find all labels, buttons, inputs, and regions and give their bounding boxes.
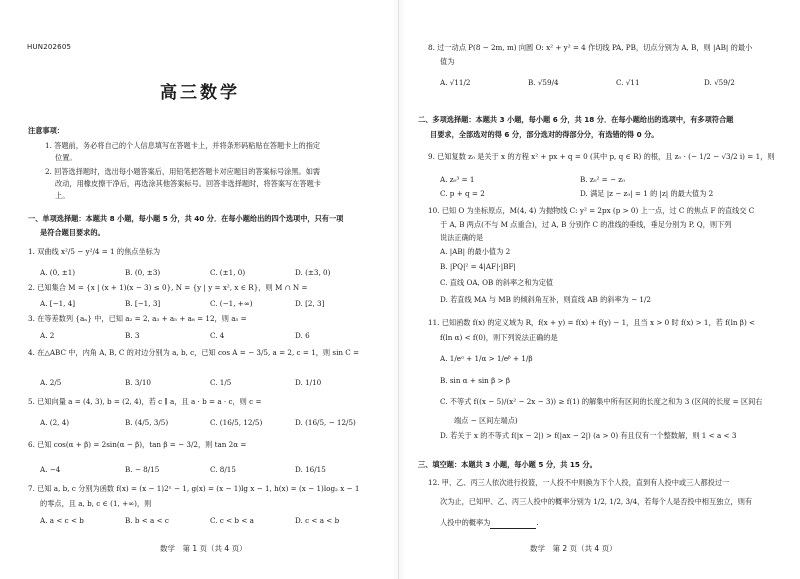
question-stem: 7. 已知 a, b, c 分别为函数 f(x) = (x − 1)2ˣ − 1, g(x) = (x − 1)lg x − 1, h(x) = (x − 1)log₂ x − 1 — [28, 484, 360, 493]
option-a: A. 2 — [40, 331, 55, 340]
option-d: D. [2, 3] — [295, 299, 325, 308]
option-a: A. 1/eᵅ + 1/α > 1/eᵝ + 1/β — [440, 354, 533, 363]
question-stem: 说法正确的是 — [440, 233, 484, 242]
notice-item: 2. 回答选择题时，选出每小题答案后，用铅笔把答题卡对应题目的答案标号涂黑。如需 — [45, 167, 321, 176]
option-c: C. √11 — [616, 78, 640, 87]
option-b: B. 3/10 — [125, 378, 151, 387]
option-c: C. (−1, +∞) — [210, 299, 253, 308]
option-c: C. 直线 OA, OB 的斜率之和为定值 — [440, 278, 554, 287]
option-d: D. (±3, 0) — [295, 268, 331, 277]
option-d: D. 若直线 MA 与 MB 的倾斜角互补，则直线 AB 的斜率为 − 1/2 — [440, 295, 651, 304]
option-d: D. 满足 |z − z₀| = 1 的 |z| 的最大值为 2 — [580, 189, 714, 198]
option-b: B. z₀² = − z₀ — [580, 175, 625, 184]
option-a: A. (0, ±1) — [40, 268, 76, 277]
option-a: A. (2, 4) — [40, 418, 70, 427]
question-stem: 3. 在等差数列 {aₙ} 中，已知 a₂ = 2, a₃ + a₅ + a₈ = 12，则 a₅ = — [28, 314, 247, 323]
option-b: B. (4/5, 3/5) — [125, 418, 169, 427]
option-a: A. a < c < b — [40, 516, 84, 525]
section-heading: 目要求，全部选对的得 6 分，部分选对的得部分分，有选错的得 0 分。 — [430, 130, 659, 139]
page-title: 高三数学 — [160, 83, 240, 103]
exam-code: HUN202605 — [27, 43, 72, 51]
option-c: C. 8/15 — [210, 465, 236, 474]
question-stem: 的零点，且 a, b, c ∈ (1, +∞)，则 — [40, 499, 152, 508]
question-text: 人投中的概率为 — [440, 518, 491, 527]
notice-heading: 注意事项： — [28, 126, 64, 135]
option-b: B. [−1, 3] — [125, 299, 161, 308]
notice-item: 1. 答题前，务必将自己的个人信息填写在答题卡上，并将条形码粘贴在答题卡上的指定 — [45, 141, 321, 150]
question-stem: f(ln α) < f(0)，则下列说法正确的是 — [440, 333, 558, 342]
question-options — [40, 378, 321, 387]
question-stem: 11. 已知函数 f(x) 的定义域为 R，f(x + y) = f(x) + f(y) − 1，且当 x > 0 时 f(x) > 1，若 f(ln β) < — [428, 318, 756, 327]
question-options — [40, 465, 326, 474]
question-stem: 1. 双曲线 x²/5 − y²/4 = 1 的焦点坐标为 — [28, 247, 161, 256]
option-d: D. 1/10 — [295, 378, 322, 387]
option-b: B. − 8/15 — [125, 465, 160, 474]
option-d: D. 若关于 x 的不等式 f(|x − 2|) > f(|ax − 2|) (a > 0) 有且仅有一个整数解，则 1 < a < 3 — [440, 431, 737, 440]
option-b: B. sin α + sin β > β — [440, 376, 511, 385]
page-footer: 数学 第 1 页（共 4 页） — [160, 544, 247, 553]
option-c: C. 不等式 f((x − 5)/(x² − 2x − 3)) ≥ f(1) 的解集中所有区间的长度之和为 3 (区间的长度 = 区间右 — [440, 397, 763, 406]
notice-item: 上。 — [55, 191, 70, 200]
question-options — [40, 516, 339, 525]
option-c: C. (±1, 0) — [210, 268, 246, 277]
question-stem: 9. 已知复数 z₀ 是关于 x 的方程 x² + px + q = 0 (其中 p, q ∈ R) 的根，且 z₀ · (− 1/2 − √3/2 i) = 1，则 — [428, 152, 775, 161]
option-c: C. p + q = 2 — [440, 189, 485, 198]
option-b: B. 3 — [125, 331, 140, 340]
option-a: A. |AB| 的最小值为 2 — [440, 247, 511, 256]
question-stem: 8. 过一动点 P(8 − 2m, m) 向圆 O: x² + y² = 4 作切线 PA, PB，切点分别为 A, B，则 |AB| 的最小 — [428, 43, 753, 52]
question-options — [40, 331, 310, 340]
section-heading: 三、填空题：本题共 3 小题，每小题 5 分，共 15 分。 — [418, 460, 597, 469]
section-heading: 一、单项选择题：本题共 8 小题，每小题 5 分，共 40 分．在每小题给出的四个选项中，只有一项 — [28, 214, 344, 223]
question-stem: 2. 已知集合 M = {x | (x + 1)(x − 3) ≤ 0}, N = {y | y = x², x ∈ R}，则 M ∩ N = — [28, 283, 308, 292]
option-c: C. (16/5, 12/5) — [210, 418, 263, 427]
option-b: B. b < a < c — [125, 516, 169, 525]
option-a: A. z₀³ = 1 — [440, 175, 475, 184]
question-options — [440, 78, 735, 87]
answer-blank — [490, 520, 536, 529]
option-c-continued: 端点 − 区间左端点) — [454, 416, 518, 425]
question-stem: 10. 已知 O 为坐标原点，M(4, 4) 为抛物线 C: y² = 2px (p > 0) 上一点，过 C 的焦点 F 的直线交 C — [428, 206, 755, 215]
question-options — [440, 175, 625, 184]
section-heading: 是符合题目要求的。 — [40, 228, 105, 237]
question-stem: 4. 在△ABC 中，内角 A, B, C 的对边分别为 a, b, c，已知 cos A = − 3/5, a = 2, c = 1，则 sin C = — [28, 348, 360, 357]
option-a: A. √11/2 — [440, 78, 471, 87]
option-b: B. (0, ±3) — [125, 268, 161, 277]
option-c: C. 1/5 — [210, 378, 232, 387]
option-c: C. 4 — [210, 331, 225, 340]
notice-item: 改动，用橡皮擦干净后，再选涂其他答案标号。回答非选择题时，将答案写在答题卡 — [55, 179, 321, 188]
option-d: D. 6 — [295, 331, 310, 340]
question-options — [40, 268, 330, 277]
question-options — [440, 189, 713, 199]
option-d: D. (16/5, − 12/5) — [295, 418, 356, 427]
question-options — [40, 299, 324, 308]
section-heading: 二、多项选择题：本题共 3 小题，每小题 6 分，共 18 分．在每小题给出的选项中，有多项符合题 — [418, 115, 734, 124]
option-c: C. c < b < a — [210, 516, 254, 525]
question-options — [40, 418, 356, 427]
page-footer: 数学 第 2 页（共 4 页） — [530, 544, 617, 553]
option-a: A. [−1, 4] — [40, 299, 76, 308]
notice-item: 位置。 — [55, 153, 77, 162]
option-b: B. √59/4 — [528, 78, 559, 87]
option-d: D. 16/15 — [295, 465, 326, 474]
question-stem: 6. 已知 cos(α + β) = 2sin(α − β)，tan β = − 3/2，则 tan 2α = — [28, 440, 247, 449]
right-page — [400, 0, 800, 579]
option-a: A. 2/5 — [40, 378, 62, 387]
option-b: B. |PQ|² = 4|AF|·|BF| — [440, 262, 516, 271]
question-stem: 人投中的概率为 . — [440, 518, 539, 527]
question-stem: 12. 甲、乙、丙三人依次进行投篮，一人投不中则换为下个人投，直到有人投中或三人都投过一 — [428, 478, 730, 487]
option-a: A. −4 — [40, 465, 61, 474]
option-d: D. c < a < b — [295, 516, 340, 525]
question-stem: 5. 已知向量 a = (4, 3), b = (2, 4)，若 c ∥ a，且 a · b = a · c，则 c = — [28, 397, 262, 406]
question-stem: 次为止，已知甲、乙、丙三人投中的概率分别为 1/2, 1/2, 3/4，若每个人是否投中相互独立，则有 — [440, 497, 753, 506]
option-d: D. √59/2 — [704, 78, 735, 87]
question-stem: 于 A, B 两点(不与 M 点重合)，过 A, B 分别作 C 的准线的垂线，垂足分别为 P, Q，则下列 — [440, 220, 732, 229]
question-stem: 值为 — [440, 57, 455, 66]
